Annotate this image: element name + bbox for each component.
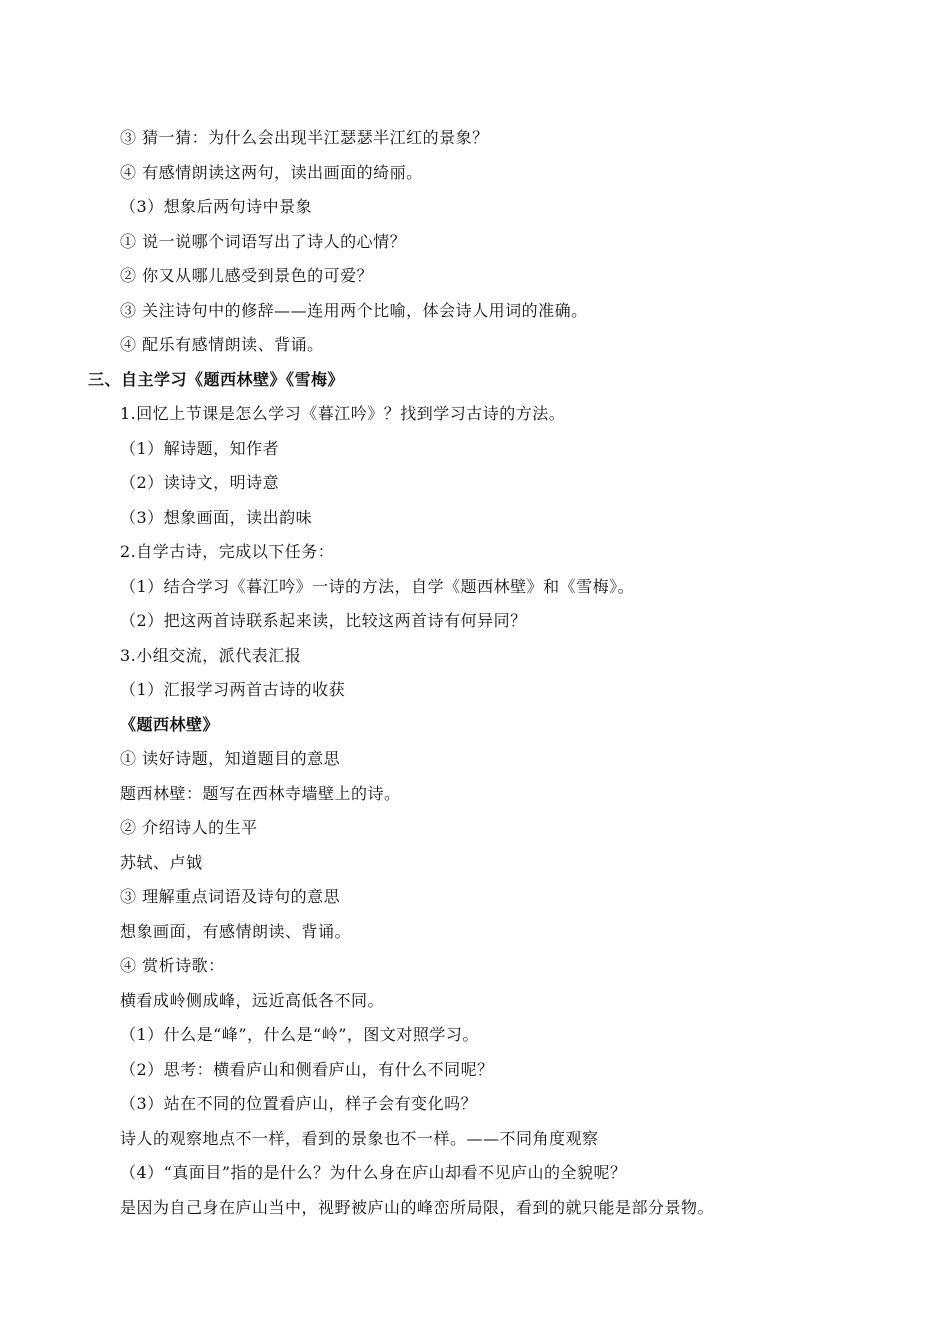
text-line: （2）读诗文，明诗意: [120, 473, 280, 492]
text-line: 诗人的观察地点不一样，看到的景象也不一样。——不同角度观察: [120, 1128, 599, 1148]
text-line: 题西林壁：题写在西林寺墙壁上的诗。: [120, 783, 401, 803]
text-line: 苏轼、卢钺: [120, 852, 203, 872]
section-heading: 《题西林壁》: [120, 714, 220, 734]
text-line: ③ 关注诗句中的修辞——连用两个比喻，体会诗人用词的准确。: [120, 300, 588, 320]
text-line: （2）把这两首诗联系起来读，比较这两首诗有何异同？: [120, 611, 527, 630]
text-line: ③ 理解重点词语及诗句的意思: [120, 887, 341, 906]
text-line: 横看成岭侧成峰，远近高低各不同。: [120, 990, 385, 1010]
text-line: ④ 配乐有感情朗读、背诵。: [120, 335, 324, 354]
text-line: ③ 猜一猜：为什么会出现半江瑟瑟半江红的景象？: [120, 128, 489, 147]
text-line: （3）站在不同的位置看庐山，样子会有变化吗？: [120, 1094, 478, 1113]
text-line: ② 介绍诗人的生平: [120, 818, 258, 837]
text-line: ④ 有感情朗读这两句，读出画面的绮丽。: [120, 162, 423, 182]
text-line: （2）思考：横看庐山和侧看庐山，有什么不同呢？: [120, 1059, 494, 1079]
text-line: （1）汇报学习两首古诗的收获: [120, 680, 346, 699]
section-heading: 三、自主学习《题西林壁》《雪梅》: [88, 369, 345, 389]
text-line: （3）想象后两句诗中景象: [120, 197, 313, 216]
text-line: （1）结合学习《暮江吟》一诗的方法，自学《题西林壁》和《雪梅》。: [120, 576, 635, 596]
text-line: ① 说一说哪个词语写出了诗人的心情？: [120, 231, 407, 251]
text-line: 2.自学古诗，完成以下任务：: [120, 542, 335, 561]
text-line: 1.回忆上节课是怎么学习《暮江吟》？找到学习古诗的方法。: [120, 404, 566, 423]
text-line: ① 读好诗题，知道题目的意思: [120, 749, 341, 768]
text-line: （4）“真面目”指的是什么？为什么身在庐山却看不见庐山的全貌呢？: [120, 1163, 627, 1182]
text-line: 3.小组交流，派代表汇报: [120, 645, 302, 665]
text-line: （1）什么是“峰”，什么是“岭”，图文对照学习。: [120, 1025, 479, 1044]
text-line: （3）想象画面，读出韵味: [120, 507, 313, 527]
text-line: 想象画面，有感情朗读、背诵。: [120, 921, 352, 941]
text-line: 是因为自己身在庐山当中，视野被庐山的峰峦所局限，看到的就只能是部分景物。: [120, 1197, 715, 1217]
text-line: （1）解诗题，知作者: [120, 438, 280, 458]
text-line: ④ 赏析诗歌：: [120, 956, 225, 975]
text-line: ② 你又从哪儿感受到景色的可爱？: [120, 266, 374, 285]
